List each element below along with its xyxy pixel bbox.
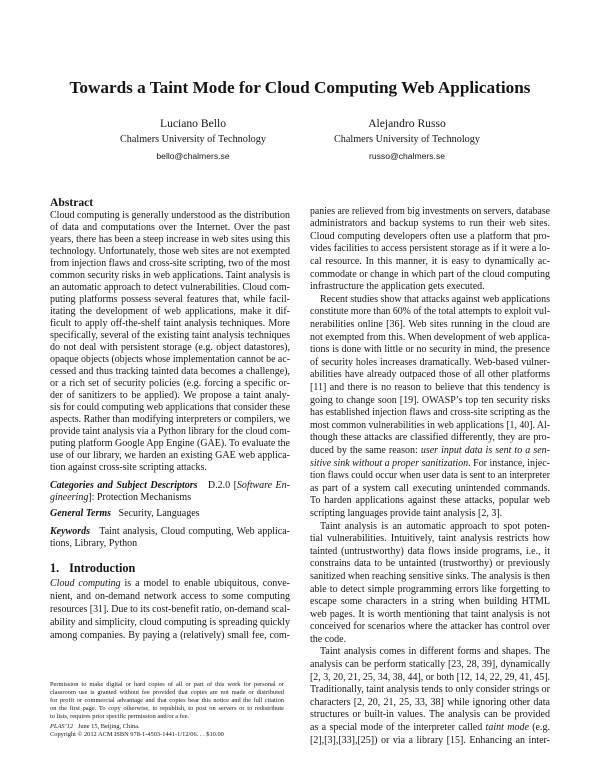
text-line	[310, 495, 550, 508]
text-line	[310, 558, 550, 571]
paragraph	[50, 681, 284, 721]
text-line	[310, 659, 550, 672]
text-run: on the first page. To copy otherwise, to republish, to post on servers or to redistribute	[50, 705, 284, 712]
text-run: Taint analysis, Cloud computing, Web applica-	[90, 525, 290, 537]
text-run: common security risks in web applications. Taint analysis is	[50, 270, 290, 281]
text-run: going to change soon [19]. OWASP’s top ten security risks	[310, 394, 550, 406]
text-line	[50, 450, 290, 462]
text-run: Copyright © 2012 ACM ISBN 978-1-4503-1441-1/12/06. . . $10.00	[50, 731, 224, 738]
text-run: abilities have already outpaced those of all other platforms	[310, 369, 550, 381]
text-run: infrastructure the application gets executed.	[310, 281, 485, 293]
text-line	[50, 234, 290, 246]
text-line	[310, 206, 550, 219]
text-line	[50, 210, 290, 222]
text-run: aspects. Rather than modifying interpreters or compilers, we	[50, 414, 290, 425]
categories-descriptors	[50, 480, 290, 506]
text-run: tion flaws could occur when user data is sent to an interpreter	[310, 470, 550, 482]
text-run: specifically, several of the existing taint analysis techniques	[50, 330, 290, 341]
text-run: most common vulnerabilities in web applications [1, 40]. Al-	[310, 419, 550, 431]
text-line	[50, 616, 290, 629]
text-line	[50, 577, 290, 590]
paragraph	[50, 210, 290, 474]
text-run: To harden applications against these attacks, popular web	[310, 495, 550, 507]
text-run: vides facilities to access persistent storage as if it were a lo-	[310, 243, 550, 255]
text-run: though these attacks are classified differently, they are pro-	[310, 432, 550, 444]
text-line	[310, 596, 550, 609]
paper-title: Towards a Taint Mode for Cloud Computing Web Applications	[69, 78, 531, 97]
text-run: not exempted from this. When development of web applica-	[310, 331, 550, 343]
author-name: Luciano Bello	[159, 117, 226, 130]
text-line	[310, 521, 550, 534]
text-line	[310, 231, 550, 244]
text-line	[310, 369, 550, 382]
author-email: bello@chalmers.se	[156, 151, 230, 161]
text-run: conceived for scenarios where the attacker has control over	[310, 621, 550, 633]
text-line	[50, 705, 284, 713]
text-line	[50, 354, 290, 366]
text-line	[50, 402, 290, 414]
text-run: sis for could computing web applications that consider these	[50, 402, 290, 413]
text-line	[50, 366, 290, 378]
italic-text: user input data is sent to a sen-	[420, 444, 550, 456]
text-run: tial vulnerabilities. Intuitively, taint analysis restricts how	[310, 533, 550, 545]
text-line	[50, 689, 284, 697]
bold-italic-text: Keywords	[50, 525, 90, 537]
text-line	[50, 723, 284, 731]
paragraph	[50, 508, 290, 521]
text-line	[50, 590, 290, 603]
text-line	[310, 697, 550, 710]
text-line	[310, 584, 550, 597]
text-run: puting platforms possess several features that, while facil-	[50, 294, 290, 305]
text-run: Taint analysis comes in different forms and shapes. The	[320, 646, 550, 658]
text-run: able to detect simple programming errors like forgetting to	[310, 583, 550, 595]
text-line	[310, 609, 550, 622]
italic-text: PLAS’12	[50, 723, 74, 730]
text-run: tions, Library, Python	[50, 538, 138, 550]
abstract-heading: Abstract	[50, 196, 94, 209]
text-run: escape some characters in a string when building HTML	[310, 596, 550, 608]
text-line	[310, 483, 550, 496]
text-line	[310, 256, 550, 269]
text-line	[310, 709, 550, 722]
text-run: classroom use is granted without fee provided that copies are not made or distributed	[50, 689, 284, 696]
text-run: . For instance, injec-	[468, 457, 550, 469]
text-line	[310, 269, 550, 282]
text-line	[50, 270, 290, 282]
text-line	[310, 344, 550, 357]
section-number: 1.	[50, 561, 60, 575]
text-run: administrators and backup systems to run their web sites.	[310, 218, 550, 230]
text-line	[50, 480, 290, 493]
text-run: analysis can be perform statically [23, 28, 39], dynamically	[310, 659, 550, 671]
text-line	[310, 319, 550, 332]
paragraph	[310, 646, 550, 747]
text-line	[310, 306, 550, 319]
text-run: use of our library, we harden an existing GAE web applica-	[50, 450, 290, 461]
text-line	[50, 306, 290, 318]
text-run: has established injection flaws and cross-site scripting as the	[310, 407, 550, 419]
text-line	[310, 722, 550, 735]
text-line	[310, 332, 550, 345]
section-title: Introduction	[69, 561, 136, 575]
text-line	[310, 382, 550, 395]
paragraph	[50, 731, 284, 739]
text-run: panies are relieved from big investments on servers, database	[310, 205, 550, 217]
section-heading-introduction	[50, 560, 135, 576]
text-run: structures or built-in values. The analysis can be provided	[310, 709, 550, 721]
text-run: to lists, requires prior specific permission and/or a fee.	[50, 713, 190, 720]
text-line	[50, 342, 290, 354]
keywords	[50, 526, 290, 552]
author-block	[297, 116, 517, 164]
text-line	[50, 330, 290, 342]
text-run: cessed and thus tracking tainted data becomes a challenge),	[50, 366, 290, 377]
text-run: commodate or change in which part of the cloud computing	[310, 268, 550, 280]
text-run: duced by the same reason:	[310, 444, 421, 456]
text-run: Traditionally, taint analysis tends to only consider strings or	[310, 684, 550, 696]
text-run: for profit or commercial advantage and that copies bear this notice and the full citation	[50, 697, 284, 704]
text-line	[50, 538, 290, 551]
text-run: the code.	[310, 633, 347, 645]
text-line	[310, 546, 550, 559]
text-line	[310, 407, 550, 420]
text-line	[50, 378, 290, 390]
text-line	[310, 458, 550, 471]
text-run: an automatic approach to detect vulnerabilities. Cloud com-	[50, 282, 290, 293]
text-line	[50, 492, 290, 505]
italic-text: sitive sink without a proper sanitization	[310, 457, 469, 469]
text-line	[50, 697, 284, 705]
text-run: tions is done with little or no security in mind, the presence	[310, 344, 550, 356]
text-line	[310, 445, 550, 458]
text-run: constrains data to be untainted (trustworthy) or previously	[310, 558, 550, 570]
author-name: Alejandro Russo	[368, 117, 446, 130]
text-line	[310, 420, 550, 433]
text-run: among companies. By paying a (relatively) small fee, com-	[50, 629, 290, 641]
text-run: of data and computations over the Internet. Over the past	[50, 222, 290, 233]
text-line	[310, 470, 550, 483]
text-line	[50, 222, 290, 234]
bold-italic-text: General Terms	[50, 507, 112, 519]
text-run: constitute more than 60% of the total attempts to exploit vul-	[310, 306, 550, 318]
text-run: scripting languages provide taint analysis [2, 3].	[310, 507, 503, 519]
text-run: June 15, Beijing, China.	[73, 723, 140, 730]
text-run: web pages. It is worth mentioning that taint analysis is not	[310, 608, 550, 620]
text-run: [2, 3, 20, 21, 25, 34, 38, 44], or both [12, 14, 22, 29, 41, 45].	[310, 671, 550, 683]
text-line	[50, 438, 290, 450]
text-run: Cloud computing developers often use a platform that pro-	[310, 230, 550, 242]
text-line	[50, 681, 284, 689]
text-line	[50, 294, 290, 306]
text-run: opaque objects (objects whose implementation cannot be ac-	[50, 354, 290, 365]
text-run: cal resource. In this manner, it is easy to dynamically ac-	[310, 256, 550, 268]
text-line	[50, 318, 290, 330]
text-line	[310, 621, 550, 634]
paragraph	[50, 480, 290, 506]
abstract-body	[50, 210, 290, 474]
text-run: itating the development of web applications, make it dif-	[50, 306, 290, 317]
text-run: (e.g.	[528, 722, 550, 734]
italic-text: gineering	[50, 492, 89, 504]
text-line	[310, 533, 550, 546]
text-line	[50, 414, 290, 426]
text-run: of security holes increases dramatically. Web-based vulner-	[310, 356, 550, 368]
author-affiliation: Chalmers University of Technology	[120, 134, 266, 145]
text-line	[310, 357, 550, 370]
italic-text: taint mode	[485, 722, 529, 734]
text-line	[310, 395, 550, 408]
right-column-body	[310, 206, 550, 748]
text-line	[310, 243, 550, 256]
text-line	[50, 713, 284, 721]
text-line	[310, 218, 550, 231]
text-run: [11] and there is no reason to believe that this tendency is	[310, 382, 550, 393]
text-run: Recent studies show that attacks against web applications	[320, 293, 550, 305]
text-line	[310, 281, 550, 294]
text-line	[50, 629, 290, 642]
introduction-body	[50, 577, 290, 642]
text-line	[50, 258, 290, 270]
text-run: Cloud computing is generally understood as the distribution	[50, 210, 290, 221]
text-line	[310, 571, 550, 584]
paragraph	[50, 577, 290, 642]
text-line	[310, 684, 550, 697]
author-email: russo@chalmers.se	[368, 151, 446, 161]
text-run: [2],[3],[33],[25]) or via a library [15]. Enhancing an inter-	[310, 734, 550, 746]
text-line	[310, 294, 550, 307]
text-run: resources [31]. Due to its cost-benefit ratio, on-demand scal-	[50, 603, 290, 615]
text-line	[310, 735, 550, 748]
italic-text: Software En-	[236, 479, 290, 491]
text-line	[310, 646, 550, 659]
paragraph	[50, 723, 284, 731]
text-run: as part of a system call executing unintended commands.	[310, 482, 550, 494]
author-affiliation: Chalmers University of Technology	[334, 134, 480, 145]
text-line	[50, 246, 290, 258]
text-run: D.2.0 [	[197, 479, 237, 491]
text-run: puting platform Google App Engine (GAE). To evaluate the	[50, 438, 290, 449]
text-run: der of sanitizers to be applied). We propose a taint analy-	[50, 390, 290, 401]
text-run: Security, Languages	[111, 507, 200, 519]
text-run: nerabilities online [36]. Web sites running in the cloud are	[310, 319, 550, 331]
text-line	[310, 672, 550, 685]
text-line	[50, 282, 290, 294]
text-run: ability and simplicity, cloud computing is spreading quickly	[50, 616, 290, 628]
paragraph	[310, 206, 550, 294]
text-run: ]: Protection Mechanisms	[88, 492, 192, 504]
text-line	[50, 508, 290, 521]
text-line	[50, 462, 290, 474]
general-terms	[50, 508, 290, 521]
text-line	[310, 634, 550, 647]
text-run: ficult to apply off-the-shelf taint analysis techniques. More	[50, 318, 290, 329]
text-run: Taint analysis is an automatic approach to spot poten-	[320, 520, 550, 532]
text-run: do not deal with persistent storage (e.g. object datastores),	[50, 342, 290, 353]
paragraph	[310, 294, 550, 521]
text-line	[310, 432, 550, 445]
text-run: Permission to make digital or hard copies of all or part of this work for personal or	[50, 681, 284, 688]
paragraph	[310, 521, 550, 647]
bold-italic-text: Categories and Subject Descriptors	[50, 479, 198, 491]
text-line	[50, 731, 284, 739]
text-run: sanitized when reaching sensitive sinks. The analysis is then	[310, 570, 550, 582]
text-line	[50, 426, 290, 438]
text-line	[50, 390, 290, 402]
italic-text: Cloud computing	[50, 577, 121, 589]
text-run: from injection flaws and cross-site scripting, two of the most	[50, 258, 290, 269]
text-run: years, there has been a steep increase in web sites using this	[50, 234, 290, 245]
text-line	[310, 508, 550, 521]
text-run: or a rich set of security policies (e.g. forcing a specific or-	[50, 378, 290, 389]
author-block	[83, 116, 303, 164]
text-run: characters [2, 20, 21, 25, 33, 38] while ignoring other data	[310, 696, 550, 708]
text-line	[50, 526, 290, 539]
paragraph	[50, 526, 290, 552]
text-line	[50, 603, 290, 616]
text-run: provide taint analysis via a Python library for the cloud com-	[50, 426, 290, 437]
text-run: is a model to enable ubiquitous, conve-	[120, 577, 290, 589]
copyright-footnote	[50, 681, 284, 739]
text-run: tion against cross-site scripting attacks.	[50, 462, 207, 473]
text-run: as a special mode of the interpreter called	[310, 722, 486, 734]
text-run: nient, and on-demand network access to some computing	[50, 590, 290, 602]
text-run: tainted (untrustworthy) data flows inside programs, i.e., it	[310, 545, 550, 557]
text-run: technology. Unfortunately, those web sites are not exempted	[50, 246, 290, 257]
